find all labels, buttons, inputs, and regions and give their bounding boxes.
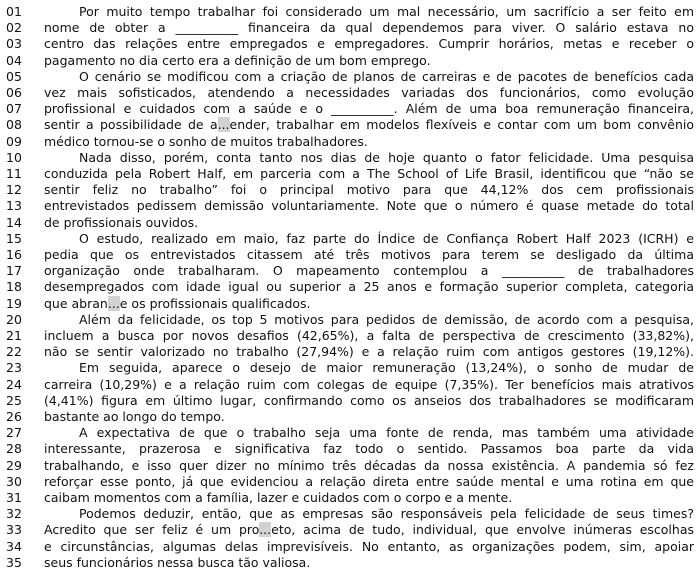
line-text (44, 247, 694, 264)
line-22 (0, 344, 699, 361)
text-run: organização onde trabalharam. O mapeamento contemplou a (44, 263, 502, 279)
line-number: 03 (6, 36, 22, 52)
line-30 (0, 474, 699, 491)
text-run: centro das relações entre empregados e empregadores. Cumprir horários, metas e receber o (44, 36, 694, 52)
line-text (44, 490, 694, 507)
line-34 (0, 539, 699, 556)
line-number: 07 (6, 101, 22, 117)
text-run: sentir feliz no trabalho” foi o principal motivo para que 44,12% dos cem profissionais (44, 182, 694, 198)
line-text (44, 377, 694, 394)
text-run: ender, trabalhar em modelos flexíveis e contar com um bom convênio (229, 117, 694, 133)
text-run: profissional e cuidados com a saúde e o (44, 101, 332, 117)
text-run: vez mais sofisticados, atendendo a necessidades variadas dos funcionários, como evolução (44, 85, 694, 100)
line-number: 29 (6, 457, 22, 473)
line-number: 24 (6, 376, 22, 392)
line-number: 35 (6, 554, 22, 570)
text-run: e os profissionais qualificados. (119, 295, 311, 311)
line-number: 28 (6, 441, 22, 457)
text-run: que abran (44, 295, 108, 311)
line-number: 13 (6, 198, 22, 214)
line-text (44, 393, 694, 410)
fill-in-blank: __________ (501, 263, 565, 279)
text-run: carreira (10,29%) e a relação ruim com colegas de equipe (7,35%). Ter benefícios mais atrativos (44, 376, 694, 392)
line-text (79, 150, 694, 167)
line-06 (0, 85, 699, 102)
text-run: Podemos deduzir, então, que as empresas são responsáveis pela felicidade de seus times? (79, 506, 694, 522)
line-number: 33 (6, 522, 22, 538)
line-text (44, 474, 694, 491)
line-text (44, 53, 694, 70)
line-04 (0, 53, 699, 70)
text-run: nome de obter a (44, 20, 176, 36)
line-19 (0, 296, 699, 313)
line-number: 15 (6, 230, 22, 246)
line-text (44, 458, 694, 475)
line-number: 34 (6, 538, 22, 554)
text-run: Nada disso, porém, conta tanto nos dias de hoje quanto o fator felicidade. Uma pesquisa (79, 149, 694, 165)
masked-letters: ... (217, 117, 230, 133)
line-text (79, 506, 694, 523)
line-text (44, 441, 694, 458)
line-20 (0, 312, 699, 329)
line-text (44, 215, 694, 232)
line-text (44, 198, 694, 215)
line-number: 01 (6, 4, 22, 19)
line-number: 08 (6, 117, 22, 133)
text-run: pedia que os entrevistados citassem até três motivos para terem se desligado da última (44, 247, 694, 262)
line-12 (0, 182, 699, 199)
text-run: desempregados com idade igual ou superior a 25 anos e formação superior completa, categoria (44, 279, 694, 295)
line-13 (0, 198, 699, 215)
text-run: (4,41%) figura em último lugar, confirmando como os anseios dos trabalhadores se modificaram (44, 392, 694, 408)
text-run: e circunstâncias, algumas delas imprevisíveis. No entanto, as organizações podem, sim, apoiar (44, 538, 694, 554)
text-run: sentir a possibilidade de a (44, 117, 218, 133)
line-text (44, 117, 694, 134)
text-run: O estudo, realizado em maio, faz parte do Índice de Confiança Robert Half 2023 (ICRH) e (79, 230, 694, 246)
line-31 (0, 490, 699, 507)
line-text (44, 344, 694, 361)
line-number: 26 (6, 409, 22, 424)
text-run: Acredito que ser feliz é um pro (44, 522, 260, 538)
fill-in-blank: __________ (175, 20, 239, 36)
text-run: entrevistados pedissem demissão voluntariamente. Note que o número é quase metade do total (44, 198, 694, 214)
line-number: 18 (6, 279, 22, 295)
text-run: Por muito tempo trabalhar foi considerado um mal necessário, um sacrifício a ser feito em (79, 4, 694, 19)
line-21 (0, 328, 699, 345)
line-05 (0, 69, 699, 86)
fill-in-blank: __________ (331, 101, 394, 117)
line-number: 30 (6, 473, 22, 489)
line-08 (0, 117, 699, 134)
line-number: 05 (6, 68, 22, 84)
line-text (44, 20, 694, 37)
line-number: 23 (6, 360, 22, 376)
line-29 (0, 458, 699, 475)
line-number: 09 (6, 133, 22, 149)
masked-letters: ... (107, 295, 120, 311)
line-text (44, 182, 694, 199)
line-number: 17 (6, 263, 22, 279)
line-07 (0, 101, 699, 118)
line-number: 10 (6, 149, 22, 165)
line-text (44, 263, 694, 280)
text-run: Além da felicidade, os top 5 motivos para pedidos de demissão, de acordo com a pesquisa, (79, 311, 694, 327)
line-number: 32 (6, 506, 22, 522)
line-text (44, 522, 694, 539)
text-run: seus funcionários nessa busca tão valiosa. (44, 554, 311, 570)
line-text (44, 36, 694, 53)
line-01 (0, 4, 699, 21)
text-run: incluem a busca por novos desafios (42,65%), a falta de perspectiva de crescimento (33,82%), (44, 328, 694, 343)
line-text (44, 101, 694, 118)
line-text (79, 425, 694, 442)
line-number: 19 (6, 295, 22, 311)
line-10 (0, 150, 699, 167)
line-text (79, 360, 694, 377)
text-run: O cenário se modificou com a criação de planos de carreiras e de pacotes de benefícios cada (79, 68, 694, 84)
line-03 (0, 36, 699, 53)
text-run: eto, acima de tudo, individual, que envolve inúmeras escolhas (271, 522, 694, 538)
line-11 (0, 166, 699, 183)
line-text (44, 539, 694, 556)
text-run: interessante, prazerosa e significativa faz todo o sentido. Passamos boa parte da vida (44, 441, 694, 457)
line-text (44, 296, 694, 313)
line-text (79, 69, 694, 86)
text-run: de trabalhadores (564, 263, 694, 279)
line-number: 06 (6, 85, 22, 100)
line-number: 12 (6, 182, 22, 198)
text-run: bastante ao longo do tempo. (44, 409, 225, 424)
text-run: pagamento no dia certo era a definição de um bom emprego. (44, 52, 431, 68)
line-24 (0, 377, 699, 394)
line-09 (0, 134, 699, 151)
line-text (44, 409, 694, 426)
text-run: trabalhando, e isso quer dizer no mínimo três décadas da nossa existência. A pandemia só fez (44, 457, 694, 473)
line-35 (0, 555, 699, 572)
line-number: 04 (6, 52, 22, 68)
text-run: de profissionais ouvidos. (44, 214, 199, 230)
text-run: não se sentir valorizado no trabalho (27,94%) e a relação ruim com antigos gestores (19,12%). (44, 344, 694, 360)
text-run: Em seguida, aparece o desejo de maior remuneração (13,24%), o sonho de mudar de (79, 360, 694, 376)
text-run: financeira da qual dependemos para viver. O salário estava no (238, 20, 695, 36)
line-number: 02 (6, 20, 22, 36)
line-02 (0, 20, 699, 37)
line-number: 22 (6, 344, 22, 360)
line-text (44, 134, 694, 151)
line-text (44, 166, 694, 183)
line-26 (0, 409, 699, 426)
line-text (44, 328, 694, 345)
text-run: conduzida pela Robert Half, em parceria com a The School of Life Brasil, identificou que “não se (44, 166, 694, 181)
line-17 (0, 263, 699, 280)
line-number: 20 (6, 311, 22, 327)
line-number: 21 (6, 328, 22, 343)
line-25 (0, 393, 699, 410)
line-number: 14 (6, 214, 22, 230)
masked-letters: ... (259, 522, 272, 538)
text-run: caibam momentos com a família, lazer e cuidados com o corpo e a mente. (44, 490, 513, 505)
line-32 (0, 506, 699, 523)
line-14 (0, 215, 699, 232)
line-number: 16 (6, 247, 22, 262)
text-run: . Além de uma boa remuneração financeira, (393, 101, 695, 117)
line-text (44, 279, 694, 296)
text-run: A expectativa de que o trabalho seja uma fonte de renda, mas também uma atividade (79, 425, 694, 441)
text-run: médico tornou-se o sonho de muitos trabalhadores. (44, 133, 368, 149)
line-33 (0, 522, 699, 539)
line-text (44, 555, 694, 572)
line-16 (0, 247, 699, 264)
line-27 (0, 425, 699, 442)
line-15 (0, 231, 699, 248)
line-number: 31 (6, 490, 22, 505)
line-18 (0, 279, 699, 296)
line-text (79, 312, 694, 329)
line-number: 11 (6, 166, 22, 181)
line-number: 25 (6, 392, 22, 408)
line-text (79, 4, 694, 21)
line-text (79, 231, 694, 248)
line-23 (0, 360, 699, 377)
line-number: 27 (6, 425, 22, 441)
text-run: reforçar esse ponto, já que evidenciou a relação direta entre saúde mental e uma rotina em que (44, 473, 694, 489)
line-28 (0, 441, 699, 458)
line-text (44, 85, 694, 102)
